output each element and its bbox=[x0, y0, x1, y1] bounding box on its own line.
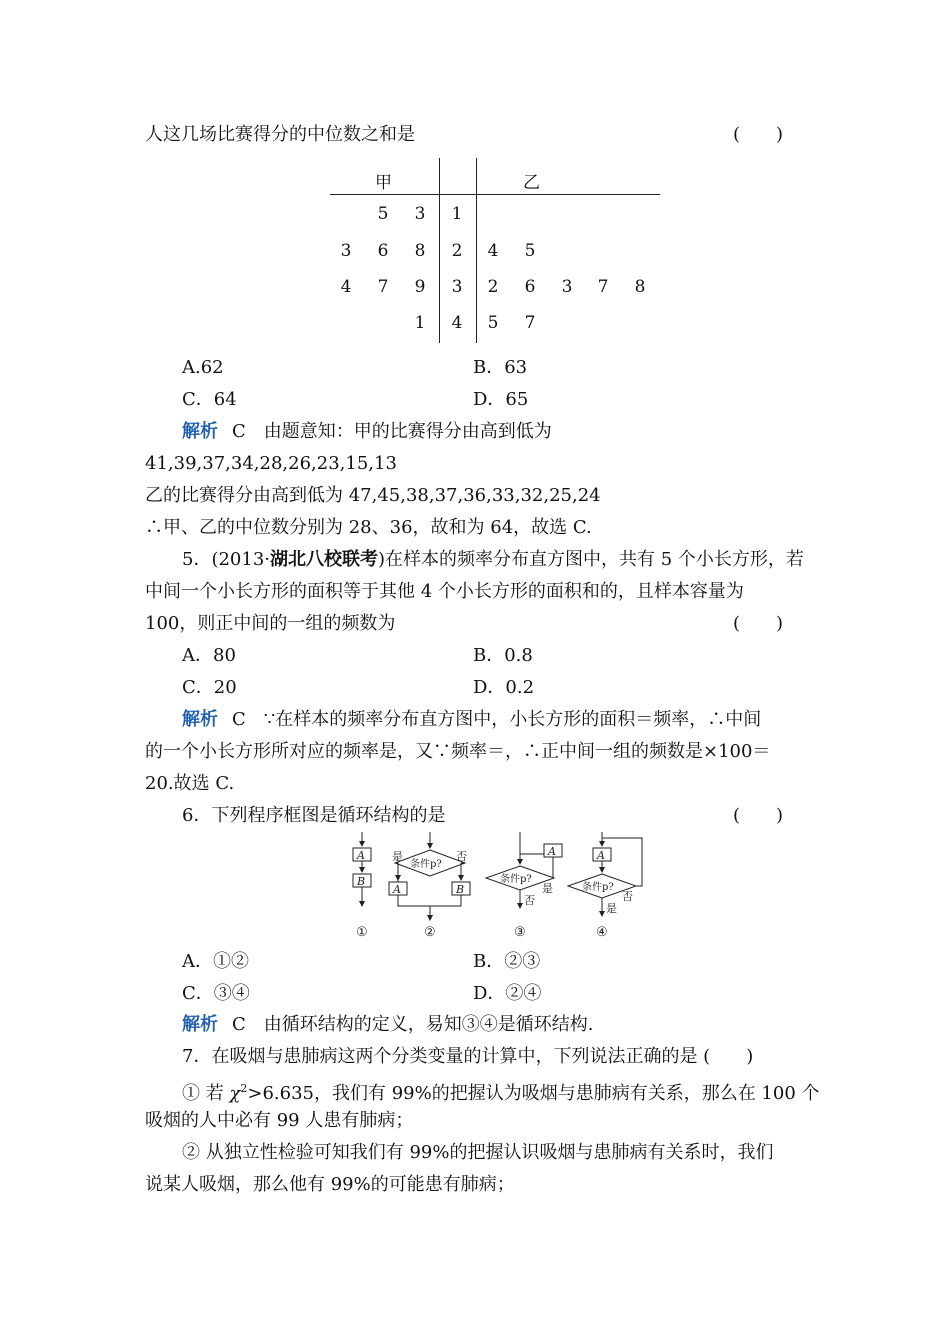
statement-marker: ① 若 bbox=[182, 1083, 230, 1104]
q7-statement-2-line2: 说某人吸烟，那么他有 99%的可能患有肺病； bbox=[145, 1174, 515, 1195]
stem-left-header: 甲 bbox=[375, 173, 392, 193]
stem-right-header: 乙 bbox=[523, 173, 540, 193]
q7-statement-1 bbox=[182, 1077, 820, 1106]
stem-header-rule bbox=[330, 194, 660, 195]
box-a-label: A bbox=[393, 883, 401, 896]
solution-letter: C bbox=[232, 421, 246, 442]
no-label: 否 bbox=[622, 890, 633, 903]
leaf-right: 8 bbox=[634, 277, 646, 297]
leaf-right: 5 bbox=[524, 241, 536, 261]
flowchart-2 bbox=[389, 832, 470, 920]
cond-label: 条件p? bbox=[582, 882, 614, 893]
no-label: 否 bbox=[524, 894, 535, 907]
q5-option-d: D．0.2 bbox=[473, 677, 535, 698]
q6-option-c: C．③④ bbox=[182, 983, 250, 1004]
q5-stem-text: )在样本的频率分布直方图中，共有 5 个小长方形，若 bbox=[378, 549, 804, 570]
leaf-left: 9 bbox=[414, 277, 426, 297]
q5-option-a: A．80 bbox=[182, 645, 236, 666]
leaf-left: 3 bbox=[414, 204, 426, 224]
leaf-left: 7 bbox=[377, 277, 389, 297]
box-b-label: B bbox=[357, 875, 366, 888]
stem-value: 4 bbox=[451, 313, 463, 333]
solution-letter: C bbox=[232, 1014, 246, 1035]
leaf-left: 3 bbox=[340, 241, 352, 261]
leaf-left: 8 bbox=[414, 241, 426, 261]
q5-line1 bbox=[182, 548, 804, 572]
stem-value: 1 bbox=[451, 204, 463, 224]
yes-label: 是 bbox=[392, 850, 403, 863]
q5-solution-line3: 20.故选 C. bbox=[145, 773, 235, 794]
figure-label-1: ① bbox=[356, 925, 368, 940]
figure-label-4: ④ bbox=[596, 925, 608, 940]
solution-label: 解析 bbox=[182, 1014, 218, 1035]
q4-solution-line3: 乙的比赛得分由高到低为 47,45,38,37,36,33,32,25,24 bbox=[145, 485, 601, 506]
stem-divider-right bbox=[476, 158, 477, 343]
leaf-left: 6 bbox=[377, 241, 389, 261]
q5-answer-paren: ( ) bbox=[733, 613, 784, 634]
q5-number: 5．(2013· bbox=[182, 549, 271, 570]
leaf-right: 7 bbox=[524, 313, 536, 333]
q7-text: 7．在吸烟与患肺病这两个分类变量的计算中，下列说法正确的是 ( ) bbox=[182, 1046, 754, 1067]
stem-divider-left bbox=[439, 158, 440, 343]
q6-answer-paren: ( ) bbox=[733, 805, 784, 826]
flowchart-1 bbox=[353, 832, 371, 906]
q4-option-d: D．65 bbox=[473, 389, 529, 410]
chi-symbol: χ bbox=[229, 1083, 241, 1104]
leaf-right: 3 bbox=[561, 277, 573, 297]
statement-text: >6.635，我们有 99%的把握认为吸烟与患肺病有关系，那么在 100 个 bbox=[247, 1083, 820, 1104]
q6-solution bbox=[182, 1013, 594, 1037]
leaf-right: 4 bbox=[487, 241, 499, 261]
stem-leaf-table bbox=[330, 158, 660, 343]
yes-label: 是 bbox=[542, 882, 553, 895]
solution-label: 解析 bbox=[182, 709, 218, 730]
box-a-label: A bbox=[597, 849, 605, 862]
q5-solution bbox=[182, 708, 761, 732]
leaf-right: 5 bbox=[487, 313, 499, 333]
q7-statement-2: ② 从独立性检验可知我们有 99%的把握认识吸烟与患肺病有关系时，我们 bbox=[182, 1142, 774, 1163]
leaf-left: 1 bbox=[414, 313, 426, 333]
q4-text: 人这几场比赛得分的中位数之和是 bbox=[145, 124, 415, 145]
leaf-left: 5 bbox=[377, 204, 389, 224]
q4-solution-line4: ∴甲、乙的中位数分别为 28、36，故和为 64，故选 C. bbox=[145, 517, 592, 538]
flowchart-4 bbox=[568, 832, 642, 916]
chi-exponent: 2 bbox=[240, 1082, 248, 1095]
leaf-left: 4 bbox=[340, 277, 352, 297]
q5-line3: 100，则正中间的一组的频数为 bbox=[145, 613, 396, 634]
leaf-right: 7 bbox=[597, 277, 609, 297]
solution-label: 解析 bbox=[182, 421, 218, 442]
q4-option-b: B．63 bbox=[473, 357, 528, 378]
figure-label-3: ③ bbox=[514, 925, 526, 940]
q4-option-a: A.62 bbox=[182, 357, 224, 378]
q5-option-b: B．0.8 bbox=[473, 645, 533, 666]
q5-source: 湖北八校联考 bbox=[270, 549, 379, 570]
solution-text: 由题意知：甲的比赛得分由高到低为 bbox=[263, 421, 552, 442]
figure-label-2: ② bbox=[424, 925, 436, 940]
box-a-label: A bbox=[357, 849, 365, 862]
leaf-right: 2 bbox=[487, 277, 499, 297]
q4-answer-paren: ( ) bbox=[733, 124, 784, 145]
q4-solution-line2: 41,39,37,34,28,26,23,15,13 bbox=[145, 453, 397, 474]
box-b-label: B bbox=[456, 883, 465, 896]
q4-option-c: C．64 bbox=[182, 389, 237, 410]
no-label: 否 bbox=[456, 850, 467, 863]
q5-line2: 中间一个小长方形的面积等于其他 4 个小长方形的面积和的，且样本容量为 bbox=[145, 581, 744, 602]
q5-option-c: C．20 bbox=[182, 677, 237, 698]
q5-solution-line2: 的一个小长方形所对应的频率是，又∵频率＝，∴正中间一组的频数是×100＝ bbox=[145, 741, 771, 762]
q7-statement-1-line2: 吸烟的人中必有 99 人患有肺病； bbox=[145, 1110, 414, 1131]
cond-label: 条件p? bbox=[410, 859, 442, 870]
q4-solution bbox=[182, 420, 552, 444]
q6-option-d: D．②④ bbox=[473, 983, 542, 1004]
cond-label: 条件p? bbox=[500, 874, 532, 885]
q6-text: 6．下列程序框图是循环结构的是 bbox=[182, 805, 446, 826]
solution-text: ∵在样本的频率分布直方图中，小长方形的面积＝频率，∴中间 bbox=[263, 709, 762, 730]
flowchart-figure bbox=[340, 830, 650, 942]
leaf-right: 6 bbox=[524, 277, 536, 297]
stem-value: 2 bbox=[451, 241, 463, 261]
solution-text: 由循环结构的定义，易知③④是循环结构. bbox=[263, 1014, 594, 1035]
yes-label: 是 bbox=[606, 902, 617, 915]
q6-option-a: A．①② bbox=[182, 951, 249, 972]
stem-value: 3 bbox=[451, 277, 463, 297]
solution-letter: C bbox=[232, 709, 246, 730]
q6-option-b: B．②③ bbox=[473, 951, 541, 972]
box-a-label: A bbox=[548, 845, 556, 858]
